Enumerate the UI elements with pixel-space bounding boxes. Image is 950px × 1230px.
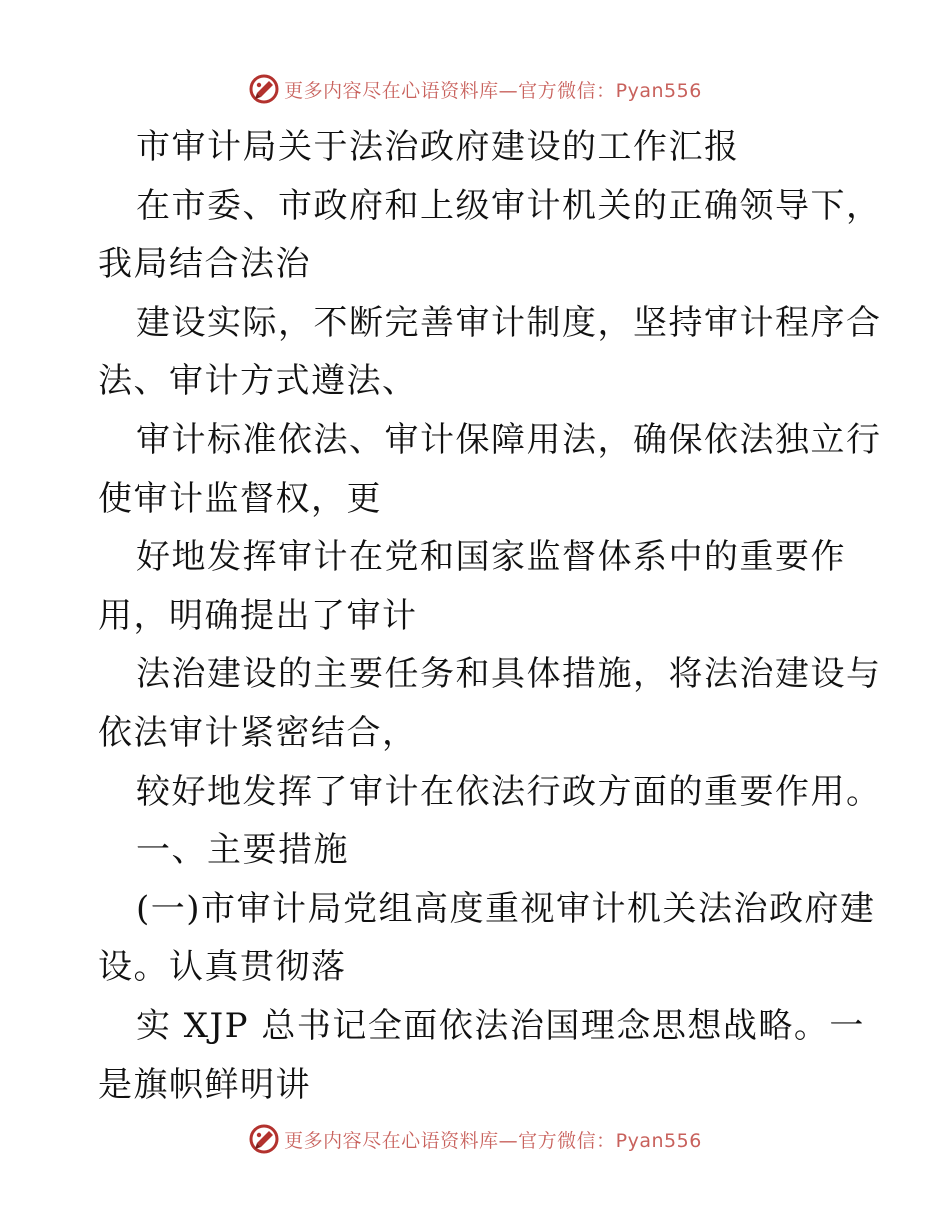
- paragraph-line: 好地发挥审计在党和国家监督体系中的重要作: [136, 537, 846, 578]
- paragraph-line: 用，明确提出了审计: [98, 595, 418, 636]
- paragraph-line: 法、审计方式遵法、: [98, 361, 418, 402]
- library-logo-icon: [248, 1123, 280, 1155]
- paragraph-line: 依法审计紧密结合，: [98, 712, 418, 753]
- paragraph-line: 较好地发挥了审计在依法行政方面的重要作用。: [136, 771, 882, 812]
- subsection-heading: (一)市审计局党组高度重视审计机关法治政府建: [136, 888, 876, 929]
- footer-banner: [0, 1122, 950, 1156]
- document-body: [98, 118, 882, 1114]
- section-heading: 一、主要措施: [136, 830, 349, 871]
- paragraph-line: 我局结合法治: [98, 244, 311, 285]
- paragraph-line: 法治建设的主要任务和具体措施，将法治建设与: [136, 654, 882, 695]
- paragraph-line: 是旗帜鲜明讲: [98, 1064, 311, 1105]
- paragraph-line: 实 XJP 总书记全面依法治国理念思想战略。一: [136, 1005, 865, 1046]
- paragraph-line: 在市委、市政府和上级审计机关的正确领导下，: [136, 185, 882, 226]
- footer-banner-text: 更多内容尽在心语资料库—官方微信：Pyan556: [284, 1129, 702, 1152]
- header-banner: [0, 72, 950, 106]
- header-banner-text: 更多内容尽在心语资料库—官方微信：Pyan556: [284, 79, 702, 102]
- paragraph-line: 使审计监督权，更: [98, 478, 382, 519]
- paragraph-line: 审计标准依法、审计保障用法，确保依法独立行: [136, 419, 882, 460]
- paragraph-line: 建设实际，不断完善审计制度，坚持审计程序合: [136, 302, 882, 343]
- library-logo-icon: [248, 73, 280, 105]
- document-title: 市审计局关于法治政府建设的工作汇报: [136, 127, 740, 167]
- paragraph-line: 设。认真贯彻落: [98, 947, 347, 988]
